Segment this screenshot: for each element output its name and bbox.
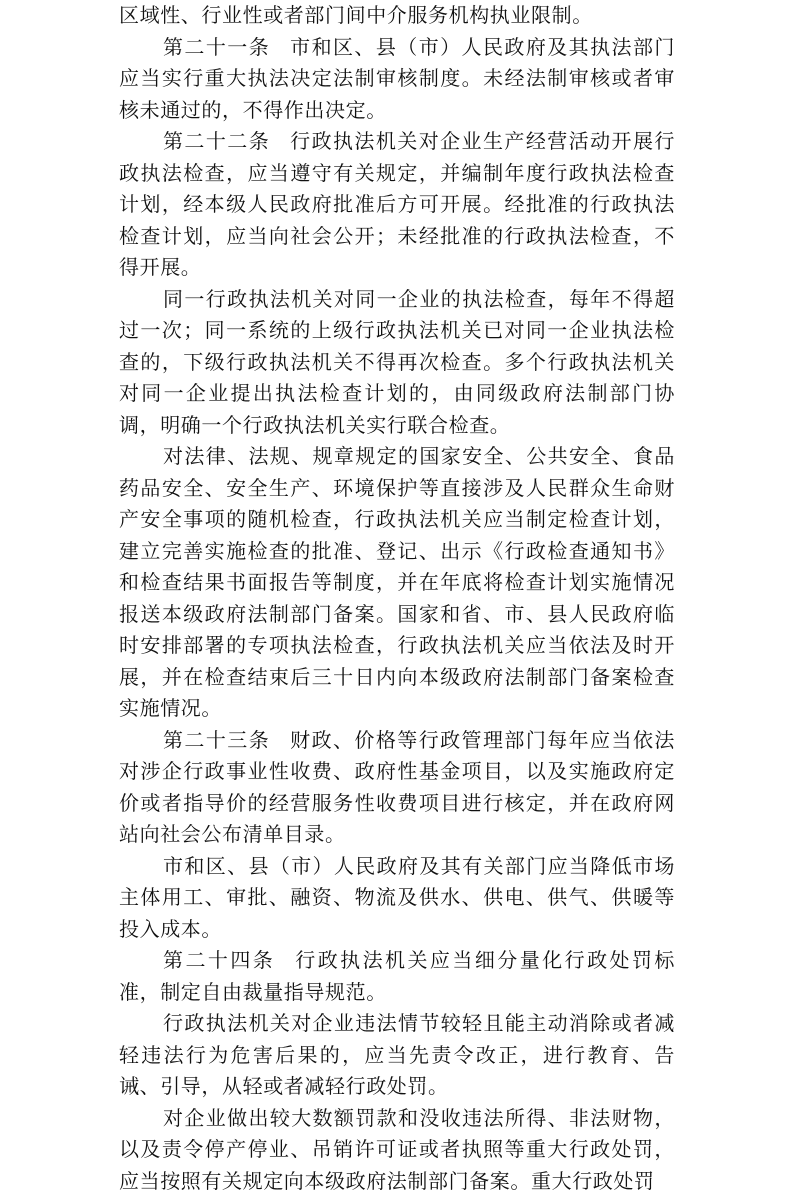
paragraph xyxy=(119,945,675,1008)
paragraph-text: 行政执法机关对企业违法情节较轻且能主动消除或者减轻违法行为危害后果的，应当先责令改正，进行教育、告诫、引导，从轻或者减轻行政处罚。 xyxy=(119,1011,675,1098)
paragraph-text: 同一行政执法机关对同一企业的执法检查，每年不得超过一次；同一系统的上级行政执法机关已对同一企业执法检查的，下级行政执法机关不得再次检查。多个行政执法机关对同一企业提出执法检查计划的，由同级政府法制部门协调，明确一个行政执法机关实行联合检查。 xyxy=(119,287,675,437)
paragraph-text: 行政执法机关对企业生产经营活动开展行政执法检查，应当遵守有关规定，并编制年度行政执法检查计划，经本级人民政府批准后方可开展。经批准的行政执法检查计划，应当向社会公开；未经批准的行政执法检查，不得开展。 xyxy=(119,129,675,279)
paragraph xyxy=(119,725,675,851)
paragraph-text: 市和区、县（市）人民政府及其执法部门应当实行重大执法决定法制审核制度。未经法制审核或者审核未通过的，不得作出决定。 xyxy=(119,35,675,122)
paragraph-text: 对企业做出较大数额罚款和没收违法所得、非法财物，以及责令停产停业、吊销许可证或者执照等重大行政处罚，应当按照有关规定向本级政府法制部门备案。重大行政处罚 xyxy=(119,1106,675,1193)
paragraph xyxy=(119,32,675,127)
paragraph xyxy=(119,441,675,725)
article-number: 第二十四条 xyxy=(163,948,275,972)
paragraph xyxy=(119,284,675,442)
paragraph-text: 区域性、行业性或者部门间中介服务机构执业限制。 xyxy=(119,3,593,27)
paragraph xyxy=(119,1008,675,1103)
paragraph xyxy=(119,851,675,946)
paragraph-text: 财政、价格等行政管理部门每年应当依法对涉企行政事业性收费、政府性基金项目，以及实施政府定价或者指导价的经营服务性收费项目进行核定，并在政府网站向社会公布清单目录。 xyxy=(119,728,675,847)
article-number: 第二十二条 xyxy=(163,129,270,153)
article-number: 第二十一条 xyxy=(163,35,270,59)
paragraph xyxy=(119,1103,675,1197)
paragraph xyxy=(119,0,675,32)
article-number: 第二十三条 xyxy=(163,728,270,752)
paragraph-text: 市和区、县（市）人民政府及其有关部门应当降低市场主体用工、审批、融资、物流及供水、供电、供气、供暖等投入成本。 xyxy=(119,854,675,941)
document-page xyxy=(119,0,675,1197)
paragraph-text: 对法律、法规、规章规定的国家安全、公共安全、食品药品安全、安全生产、环境保护等直接涉及人民群众生命财产安全事项的随机检查，行政执法机关应当制定检查计划，建立完善实施检查的批准、登记、出示《行政检查通知书》和检查结果书面报告等制度，并在年底将检查计划实施情况报送本级政府法制部门备案。国家和省、市、县人民政府临时安排部署的专项执法检查，行政执法机关应当依法及时开展，并在检查结束后三十日内向本级政府法制部门备案检查实施情况。 xyxy=(119,444,675,720)
paragraph xyxy=(119,126,675,284)
paragraph-text: 行政执法机关应当细分量化行政处罚标准，制定自由裁量指导规范。 xyxy=(119,948,675,1004)
